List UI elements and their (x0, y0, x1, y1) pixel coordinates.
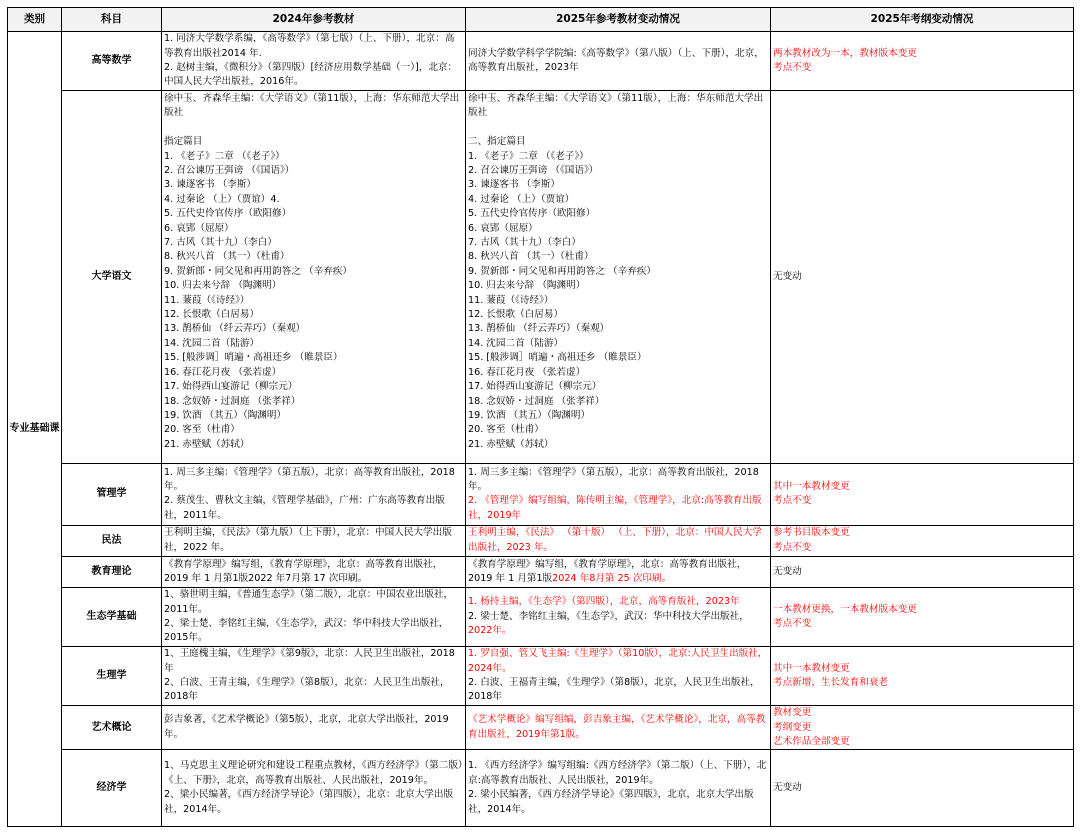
table-row (8, 750, 1074, 827)
cell-line: 同济大学数学科学学院编:《高等数学》（第八版）（上、下册），北京，高等教育出版社，2023年 (468, 47, 764, 73)
cell-line: 2. 赵树主编，《微积分》（第四版）[经济应用数学基础（一）]，北京：中国人民大学出版社，2016年。 (164, 61, 458, 88)
cell-line: 2. 白波、王福青主编，《生理学》（第8版），北京，人民卫生出版社，2018年 (468, 677, 760, 703)
cell-line: 考点不变 (773, 618, 812, 630)
ref2024-cell (162, 556, 466, 587)
cell-line: 2、梁士楚、李铭红主编，《生态学》，武汉：华中科技大学出版社，2015年。 (164, 618, 449, 644)
cell-line: 王利明主编，《民法》 （第十版） （上、下册），北京：中国人民大学出版社，2023 年。 (468, 527, 762, 553)
change2025-cell (466, 90, 771, 463)
category-cell: 专业基础课 (8, 32, 62, 827)
cell-line: 21. 赤壁赋（苏轼） (468, 438, 554, 450)
change2025-cell (466, 32, 771, 91)
cell-line: 考点不变 (773, 541, 812, 553)
cell-line: 5. 五代史伶官传序（欧阳修） (468, 208, 596, 220)
cell-line: 1. 周三多主编：《管理学》（第五版），北京：高等教育出版社，2018年。 (164, 466, 455, 493)
cell-line: 无变动 (773, 270, 802, 282)
cell-line (468, 121, 768, 135)
cell-line: 指定篇目 (164, 136, 203, 148)
cell-line: 18. 念奴娇・过洞庭 （张孝祥） (164, 395, 301, 407)
cell-line: 彭吉象著，《艺术学概论》（第5版），北京，北京大学出版社，2019年。 (164, 714, 449, 740)
header-ref2024: 2024年参考教材 (162, 8, 466, 32)
cell-line: 艺术作品全部变更 (773, 735, 850, 747)
cell-line: 6. 哀郢（屈原） (164, 222, 234, 234)
header-change2025: 2025年参考教材变动情况 (466, 8, 771, 32)
change2025-cell (466, 706, 771, 750)
cell-line: 两本教材改为一本，教材版本变更 (773, 47, 917, 59)
cell-line: 16. 春江花月夜 （张若虚） (164, 366, 282, 378)
subject-cell: 生理学 (62, 647, 162, 706)
ref2024-cell (162, 90, 466, 463)
textbook-change-table (7, 7, 1074, 827)
ref2024-cell (162, 706, 466, 750)
cell-line: 16. 春江花月夜 （张若虚） (468, 366, 586, 378)
cell-line: 15. [般涉调］哨遍・高祖还乡 （睢景臣） (468, 352, 647, 364)
cell-line: 8. 秋兴八首 （其一）（杜甫） (468, 251, 594, 263)
cell-line: 2. 蔡茂生、曹秋文主编，《管理学基础》，广州：广东高等教育出版社，2011年。 (164, 495, 445, 521)
outline2025-cell (771, 525, 1074, 556)
table-row (8, 90, 1074, 463)
subject-cell: 生态学基础 (62, 588, 162, 647)
outline2025-cell (771, 464, 1074, 525)
cell-line: 2、梁小民编著，《西方经济学导论》（第四版），北京：北京大学出版社，2014年。 (164, 789, 454, 815)
cell-line: 11. 蒹葭（《诗经》） (164, 294, 250, 306)
cell-text-part: 2022年。 (468, 625, 512, 637)
cell-line (468, 558, 768, 587)
cell-line: 10. 归去来兮辞 （陶渊明） (468, 280, 586, 292)
cell-line: 1、王庭槐主编，《生理学》《第9版》，北京：人民卫生出版社，2018年 (164, 648, 455, 674)
outline2025-cell (771, 32, 1074, 91)
cell-line: 12. 长恨歌（白居易） (468, 309, 564, 321)
change2025-cell (466, 556, 771, 587)
header-outline2025: 2025年考纲变动情况 (771, 8, 1074, 32)
cell-line: 14. 沈园二首（陆游） (468, 337, 564, 349)
cell-line: 19. 饮酒 （其五）（陶渊明） (468, 409, 591, 421)
cell-line: 10. 归去来兮辞 （陶渊明） (164, 280, 282, 292)
cell-line: 教材变更 (773, 707, 812, 719)
cell-line: 1. 《西方经济学》编写组编:《西方经济学》（第二版）（上、下册），北京:高等教育出版社、人民出版社，2019年。 (468, 760, 767, 786)
cell-line: 徐中玉、齐森华主编：《大学语文》（第11版），上海：华东师范大学出版社 (468, 92, 764, 119)
cell-line: 1. 周三多主编：《管理学》（第五版），北京：高等教育出版社，2018年。 (468, 466, 759, 493)
subject-cell: 经济学 (62, 750, 162, 827)
cell-line: 13. 鹊桥仙 （纤云弄巧）（秦观） (164, 323, 306, 335)
cell-line: 17. 始得西山宴游记（柳宗元） (164, 381, 298, 393)
cell-line: 15. [般涉调］哨遍・高祖还乡 （睢景臣） (164, 352, 343, 364)
cell-line: 1. 《老子》二章 （《老子》） (468, 150, 589, 162)
cell-line: 7. 古风（其十九）（李白） (164, 237, 277, 249)
cell-line: 14. 沈园二首（陆游） (164, 337, 260, 349)
outline2025-cell (771, 90, 1074, 463)
change2025-cell (466, 588, 771, 647)
cell-line: 二、指定篇目 (468, 136, 526, 148)
header-subject: 科目 (62, 8, 162, 32)
table-row (8, 525, 1074, 556)
cell-line (468, 610, 768, 639)
table-row (8, 464, 1074, 525)
cell-line: 2. 梁小民编著，《西方经济学导论》《第四版》，北京，北京大学出版社，2014年。 (468, 789, 754, 815)
cell-line: 无变动 (773, 565, 802, 577)
cell-line: 1. 罗自强、管又飞主编:《生理学》（第10版），北京:人民卫生出版社，2024年。 (468, 648, 768, 674)
subject-cell: 大学语文 (62, 90, 162, 463)
subject-cell: 民法 (62, 525, 162, 556)
cell-line: 9. 贺新郎・同父见和再用韵答之 （辛弃疾） (164, 265, 352, 277)
cell-line: 1. 同济大学数学系编，《高等数学》（第七版）（上、下册），北京：高等教育出版社2014 年. (164, 33, 455, 59)
cell-text-part: 2. 梁士楚、李铭红主编，《生态学》，武汉：华中科技大学出版社， (468, 610, 749, 622)
cell-line: 5. 五代史伶官传序（欧阳修） (164, 208, 292, 220)
cell-line: 20. 客至（杜甫） (164, 424, 240, 436)
cell-line: 7. 古风（其十九）（李白） (468, 237, 581, 249)
table-body (8, 32, 1074, 827)
cell-line: 考点不变 (773, 61, 812, 73)
cell-line: 其中一本教材变更 (773, 481, 850, 493)
cell-line: 2、白波、王青主编，《生理学》（第8版），北京：人民卫生出版社，2018年 (164, 677, 450, 703)
subject-cell: 管理学 (62, 464, 162, 525)
cell-line (164, 121, 463, 135)
cell-text-part: 《教育学原理》编写组，《教育学原理》，北京：高等教育出版社，2019 年 1 月第1版 (468, 558, 747, 584)
cell-line: 4. 过秦论 （上）（贾谊）4. (164, 193, 280, 205)
subject-cell: 教育理论 (62, 556, 162, 587)
cell-line: 其中一本教材变更 (773, 662, 850, 674)
cell-line: 1. 《老子》二章 （《老子》） (164, 150, 285, 162)
cell-line: 2. 《管理学》编写组编，陈传明主编，《管理学》，北京:高等教育出版社，2019年 (468, 495, 762, 521)
cell-line: 13. 鹊桥仙 （纤云弄巧）（秦观） (468, 323, 610, 335)
cell-line: 《教育学原理》编写组，《教育学原理》，北京：高等教育出版社，2019 年 1 月第1版2022 年7月第 17 次印刷。 (164, 558, 443, 584)
cell-line: 6. 哀郢（屈原） (468, 222, 538, 234)
cell-line: 《艺术学概论》编写组编，彭吉象主编，《艺术学概论》，北京，高等教育出版社，2019年第1版。 (468, 714, 766, 740)
ref2024-cell (162, 464, 466, 525)
ref2024-cell (162, 588, 466, 647)
cell-line: 2. 召公谏厉王弭谤 （《国语》） (468, 165, 599, 177)
cell-line: 9. 贺新郎・同父见和再用韵答之 （辛弃疾） (468, 265, 656, 277)
cell-line: 11. 蒹葭（《诗经》） (468, 294, 554, 306)
table-row (8, 647, 1074, 706)
change2025-cell (466, 464, 771, 525)
ref2024-cell (162, 647, 466, 706)
cell-line: 徐中玉、齐森华主编：《大学语文》（第11版），上海：华东师范大学出版社 (164, 92, 460, 119)
cell-line: 18. 念奴娇・过洞庭 （张孝祥） (468, 395, 605, 407)
change2025-cell (466, 525, 771, 556)
outline2025-cell (771, 588, 1074, 647)
header-row (8, 8, 1074, 32)
cell-line: 12. 长恨歌（白居易） (164, 309, 260, 321)
outline2025-cell (771, 556, 1074, 587)
ref2024-cell (162, 525, 466, 556)
cell-line: 无变动 (773, 782, 802, 794)
cell-line: 1、马克思主义理论研究和建设工程重点教材，《西方经济学》（第二版）《上、下册》，北京，高等教育出版社、人民出版社，2019年。 (164, 760, 463, 786)
cell-line: 3. 谏逐客书 （李斯） (468, 179, 561, 191)
cell-line: 17. 始得西山宴游记（柳宗元） (468, 381, 602, 393)
cell-line: 考点新增，生长发育和衰老 (773, 677, 889, 688)
table-row (8, 556, 1074, 587)
change2025-cell (466, 647, 771, 706)
ref2024-cell (162, 750, 466, 827)
cell-line: 参考书目版本变更 (773, 527, 850, 539)
table-row (8, 706, 1074, 750)
cell-line: 一本教材更换，一本教材版本变更 (773, 603, 917, 615)
change2025-cell (466, 750, 771, 827)
cell-line: 4. 过秦论 （上）（贾谊） (468, 193, 575, 205)
outline2025-cell (771, 706, 1074, 750)
table-row (8, 588, 1074, 647)
cell-line: 考点不变 (773, 495, 812, 507)
cell-line: 21. 赤壁赋（苏轼） (164, 438, 250, 450)
cell-line: 2. 召公谏厉王弭谤 （《国语》） (164, 165, 295, 177)
cell-line: 20. 客至（杜甫） (468, 424, 544, 436)
subject-cell: 艺术概论 (62, 706, 162, 750)
cell-line: 王利明主编，《民法》（第九版）（上下册），北京：中国人民大学出版社，2022 年。 (164, 527, 452, 553)
header-category: 类别 (8, 8, 62, 32)
table-row (8, 32, 1074, 91)
cell-text-part: 2024 年8月第 25 次印刷。 (552, 572, 672, 584)
outline2025-cell (771, 647, 1074, 706)
cell-line: 1. 杨持主编，《生态学》（第四版），北京，高等育版社，2023年 (468, 596, 740, 608)
cell-line: 1、骆世明主编，《普通生态学》（第二版），北京：中国农业出版社，2011年。 (164, 589, 454, 615)
cell-line: 考纲变更 (773, 721, 812, 733)
subject-cell: 高等数学 (62, 32, 162, 91)
cell-line: 8. 秋兴八首 （其一）（杜甫） (164, 251, 290, 263)
outline2025-cell (771, 750, 1074, 827)
cell-line: 3. 谏逐客书 （李斯） (164, 179, 257, 191)
cell-line: 19. 饮酒 （其五）（陶渊明） (164, 409, 287, 421)
ref2024-cell (162, 32, 466, 91)
